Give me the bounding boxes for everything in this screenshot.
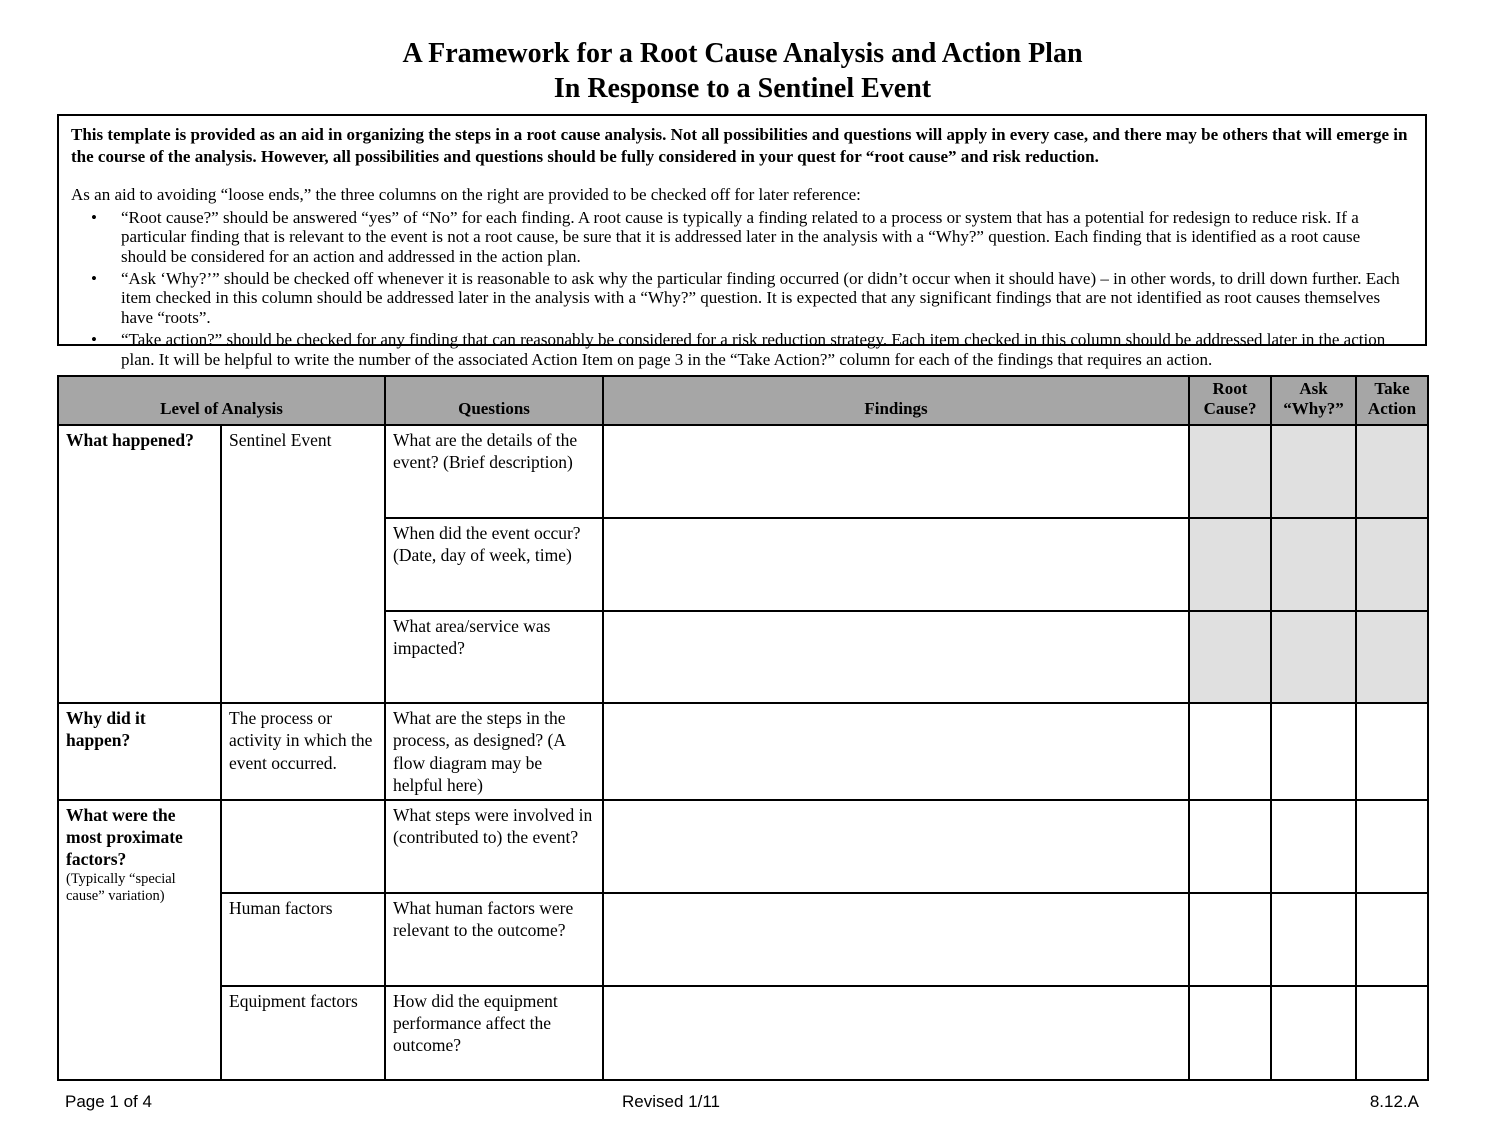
take-action-checkbox-cell[interactable] (1356, 893, 1428, 986)
findings-cell[interactable] (603, 518, 1189, 611)
bullet-icon: • (91, 329, 97, 349)
root-cause-checkbox-cell[interactable] (1189, 703, 1271, 800)
instructions-bullet-list (91, 208, 1413, 370)
root-cause-checkbox-cell[interactable] (1189, 986, 1271, 1080)
ask-why-checkbox-cell[interactable] (1271, 893, 1356, 986)
root-cause-checkbox-cell[interactable] (1189, 893, 1271, 986)
findings-cell[interactable] (603, 893, 1189, 986)
table-row (58, 425, 1428, 518)
root-cause-checkbox-cell[interactable] (1189, 800, 1271, 893)
level1-what-happened: What happened? (58, 425, 221, 703)
findings-cell[interactable] (603, 800, 1189, 893)
table-header-row (58, 376, 1428, 425)
header-take-action: Take Action (1356, 376, 1428, 425)
take-action-checkbox-cell[interactable] (1356, 800, 1428, 893)
level1-proximate-factors (58, 800, 221, 1080)
level2-process-activity: The process or activity in which the event occurred. (221, 703, 385, 800)
findings-cell[interactable] (603, 425, 1189, 518)
question-equipment-performance: How did the equipment performance affect the outcome? (385, 986, 603, 1080)
level1-proximate-factors-sub: (Typically “special cause” variation) (66, 870, 176, 905)
question-process-steps: What are the steps in the process, as designed? (A flow diagram may be helpful here) (385, 703, 603, 800)
level2-equipment-factors: Equipment factors (221, 986, 385, 1080)
bullet-icon: • (91, 207, 97, 227)
document-title (0, 36, 1485, 106)
level1-why-did-it-happen: Why did it happen? (58, 703, 221, 800)
ask-why-checkbox-cell[interactable] (1271, 611, 1356, 703)
findings-cell[interactable] (603, 703, 1189, 800)
ask-why-checkbox-cell[interactable] (1271, 986, 1356, 1080)
bullet-icon: • (91, 268, 97, 288)
level2-empty-cell (221, 800, 385, 893)
root-cause-checkbox-cell[interactable] (1189, 518, 1271, 611)
question-human-factors: What human factors were relevant to the outcome? (385, 893, 603, 986)
root-cause-checkbox-cell[interactable] (1189, 611, 1271, 703)
take-action-checkbox-cell[interactable] (1356, 518, 1428, 611)
footer-revised-date: Revised 1/11 (622, 1092, 720, 1111)
ask-why-checkbox-cell[interactable] (1271, 518, 1356, 611)
header-findings: Findings (603, 376, 1189, 425)
question-steps-involved: What steps were involved in (contributed to) the event? (385, 800, 603, 893)
checkoff-columns-intro: As an aid to avoiding “loose ends,” the three columns on the right are provided to be checked off for later reference: (71, 184, 861, 204)
rca-table (57, 375, 1429, 1081)
level1-proximate-factors-text: What were the most proximate factors? (66, 804, 183, 870)
bullet-ask-why (91, 269, 1413, 328)
table-row (58, 703, 1428, 800)
bullet-root-cause (91, 208, 1413, 267)
instructions-box (57, 114, 1427, 369)
document-title-line2: In Response to a Sentinel Event (553, 73, 932, 104)
root-cause-checkbox-cell[interactable] (1189, 425, 1271, 518)
take-action-checkbox-cell[interactable] (1356, 703, 1428, 800)
take-action-checkbox-cell[interactable] (1356, 611, 1428, 703)
take-action-checkbox-cell[interactable] (1356, 986, 1428, 1080)
footer-page-number: Page 1 of 4 (65, 1092, 152, 1111)
findings-cell[interactable] (603, 986, 1189, 1080)
instructions-bold-paragraph: This template is provided as an aid in organizing the steps in a root cause analysis. Not all possibilities and questions will apply in every case, and there may be others that will emerge in the course of the analysis. However, all possibilities and questions should be fully considered in your quest for “root cause” and risk reduction. (71, 125, 1408, 166)
footer-document-id: 8.12.A (1369, 1092, 1419, 1111)
header-ask-why: Ask “Why?” (1271, 376, 1356, 425)
table-row (58, 800, 1428, 893)
bullet-take-action (91, 330, 1413, 369)
document-title-line1: A Framework for a Root Cause Analysis and Action Plan (402, 38, 1083, 69)
ask-why-checkbox-cell[interactable] (1271, 703, 1356, 800)
findings-cell[interactable] (603, 611, 1189, 703)
bullet-take-action-text: “Take action?” should be checked for any finding that can reasonably be considered for a risk reduction strategy. Each item checked in this column should be addressed later in the action plan. It will be helpful to write the number of the associated Action Item on page 3 in the “Take Action?” column for each of the findings that requires an action. (121, 329, 1386, 369)
header-root-cause: Root Cause? (1189, 376, 1271, 425)
question-event-details: What are the details of the event? (Brief description) (385, 425, 603, 518)
bullet-root-cause-text: “Root cause?” should be answered “yes” of “No” for each finding. A root cause is typically a finding related to a process or system that has a potential for redesign to reduce risk. If a particular finding that is relevant to the event is not a root cause, be sure that it is addressed later in the analysis with a “Why?” question. Each finding that is identified as a root cause should be considered for an action and addressed in the action plan. (121, 207, 1361, 266)
take-action-checkbox-cell[interactable] (1356, 425, 1428, 518)
ask-why-checkbox-cell[interactable] (1271, 800, 1356, 893)
table-row (58, 986, 1428, 1080)
header-level-of-analysis: Level of Analysis (58, 376, 385, 425)
question-area-impacted: What area/service was impacted? (385, 611, 603, 703)
rca-table-container (57, 375, 1429, 1081)
level2-human-factors: Human factors (221, 893, 385, 986)
ask-why-checkbox-cell[interactable] (1271, 425, 1356, 518)
table-row (58, 893, 1428, 986)
bullet-ask-why-text: “Ask ‘Why?’” should be checked off whenever it is reasonable to ask why the particular finding occurred (or didn’t occur when it should have) – in other words, to drill down further. Each item checked in this column should be addressed later in the analysis with a “Why?” question. It is expected that any significant findings that are not identified as root causes themselves have “roots”. (121, 268, 1400, 328)
level2-sentinel-event: Sentinel Event (221, 425, 385, 703)
header-questions: Questions (385, 376, 603, 425)
question-when-occur: When did the event occur? (Date, day of week, time) (385, 518, 603, 611)
